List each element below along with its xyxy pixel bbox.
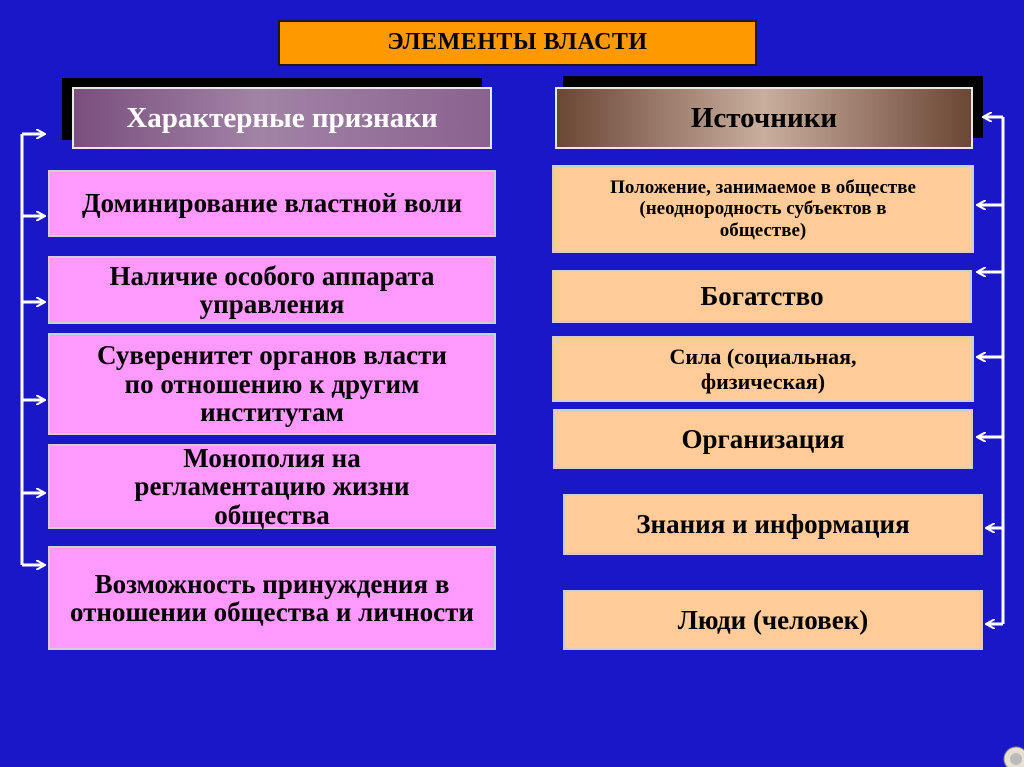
corner-sound-icon bbox=[1000, 743, 1024, 767]
right-item-3: Сила (социальная, физическая) bbox=[552, 336, 974, 402]
left-item-5: Возможность принуждения в отношении общества и личности bbox=[48, 546, 496, 650]
right-item-6: Люди (человек) bbox=[563, 590, 983, 650]
right-item-1: Положение, занимаемое в обществе (неоднородность субъектов в обществе) bbox=[552, 165, 974, 253]
left-item-3: Суверенитет органов власти по отношению к другим институтам bbox=[48, 333, 496, 435]
right-header: Источники bbox=[555, 87, 973, 149]
right-item-5: Знания и информация bbox=[563, 494, 983, 555]
right-item-2: Богатство bbox=[552, 270, 972, 323]
right-item-4: Организация bbox=[553, 409, 973, 469]
right-bracket bbox=[978, 117, 1003, 624]
left-bracket bbox=[22, 134, 44, 565]
left-header: Характерные признаки bbox=[72, 87, 492, 149]
diagram-title: ЭЛЕМЕНТЫ ВЛАСТИ bbox=[278, 20, 757, 66]
left-item-4: Монополия на регламентацию жизни общества bbox=[48, 444, 496, 529]
left-item-2: Наличие особого аппарата управления bbox=[48, 256, 496, 324]
left-item-1: Доминирование властной воли bbox=[48, 170, 496, 237]
